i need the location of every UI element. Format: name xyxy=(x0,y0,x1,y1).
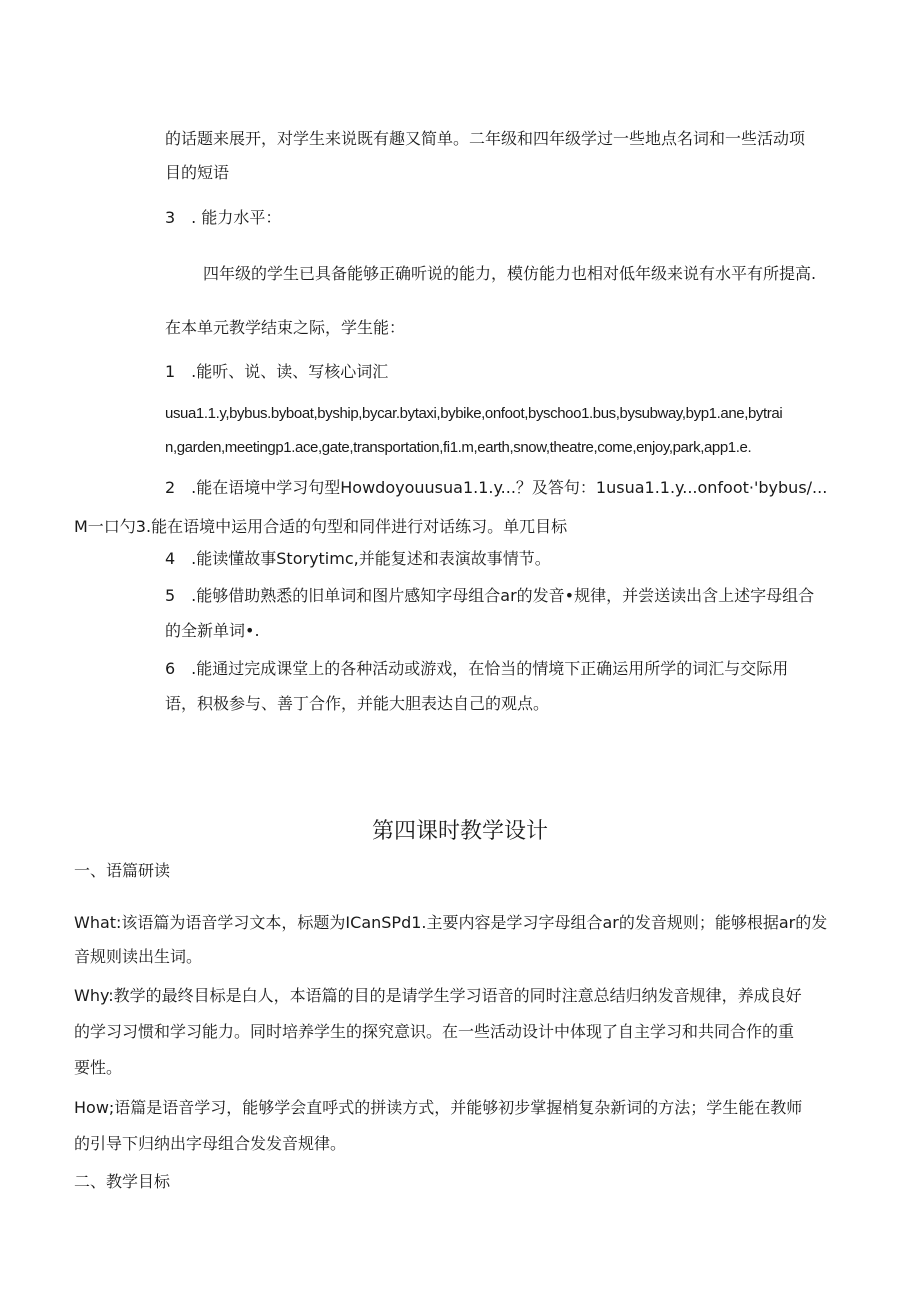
section-1-heading: 一、语篇研读 xyxy=(74,861,171,880)
what-line-1: What:该语篇为语音学习文本，标题为ICanSPd1.主要内容是学习字母组合ar的发音规则；能够根据ar的发 xyxy=(74,913,828,932)
end-of-unit-text: 在本单元教学结束之际，学生能： xyxy=(165,318,406,337)
why-line-1: Why:教学的最终目标是白人，本语篇的目的是请学生学习语音的同时注意总结归纳发音规律，养成良好 xyxy=(74,986,802,1005)
goal-1: 1 .能听、说、读、写核心词汇 xyxy=(165,362,389,381)
why-line-3: 要性。 xyxy=(74,1058,123,1077)
goal-6-line-2: 语，积极参与、善丁合作，并能大胆表达自己的观点。 xyxy=(165,694,550,713)
what-line-2: 音规则读出生词。 xyxy=(74,947,203,966)
goal-3: M一口勺3.能在语境中运用合适的句型和同伴进行对话练习。单兀目标 xyxy=(74,517,568,536)
how-line-2: 的引导下归纳出字母组合发发音规律。 xyxy=(74,1134,347,1153)
vocab-line-1: usua1.1.y,bybus.byboat,byship,bycar.bytaxi,bybike,onfoot,byschoo1.bus,bysubway,byp1.ane,bytrai xyxy=(165,405,783,422)
vocab-line-2: n,garden,meetingp1.ace,gate,transportation,fi1.m,earth,snow,theatre,come,enjoy,park,app1.e. xyxy=(165,439,752,456)
why-line-2: 的学习习惯和学习能力。同时培养学生的探究意识。在一些活动设计中体现了自主学习和共同合作的重 xyxy=(74,1022,795,1041)
goal-6-line-1: 6 .能通过完成课堂上的各种活动或游戏，在恰当的情境下正确运用所学的词汇与交际用 xyxy=(165,659,789,678)
intro-line-2: 目的短语 xyxy=(165,163,230,182)
section-2-heading: 二、教学目标 xyxy=(74,1172,171,1191)
intro-line-1: 的话题来展开，对学生来说既有趣又简单。二年级和四年级学过一些地点名词和一些活动项 xyxy=(165,129,806,148)
lesson-title: 第四课时教学设计 xyxy=(371,819,548,844)
ability-heading: 3 . 能力水平： xyxy=(165,208,282,227)
how-line-1: How;语篇是语音学习，能够学会直呼式的拼读方式，并能够初步掌握梢复杂新词的方法；学生能在教师 xyxy=(74,1098,803,1117)
goal-5-line-2: 的全新单词•. xyxy=(165,621,260,640)
goal-5-line-1: 5 .能够借助熟悉的旧单词和图片感知字母组合ar的发音•规律，并尝送读出含上述字母组合 xyxy=(165,586,815,605)
goal-2: 2 .能在语境中学习句型Howdoyouusua1.1.y...？及答句：1usua1.1.y...onfoot·'bybus/... xyxy=(165,478,828,497)
ability-text: 四年级的学生已具备能够正确听说的能力，模仿能力也相对低年级来说有水平有所提高. xyxy=(203,264,817,283)
goal-4: 4 .能读懂故事Storytimc,并能复述和表演故事情节。 xyxy=(165,549,551,568)
